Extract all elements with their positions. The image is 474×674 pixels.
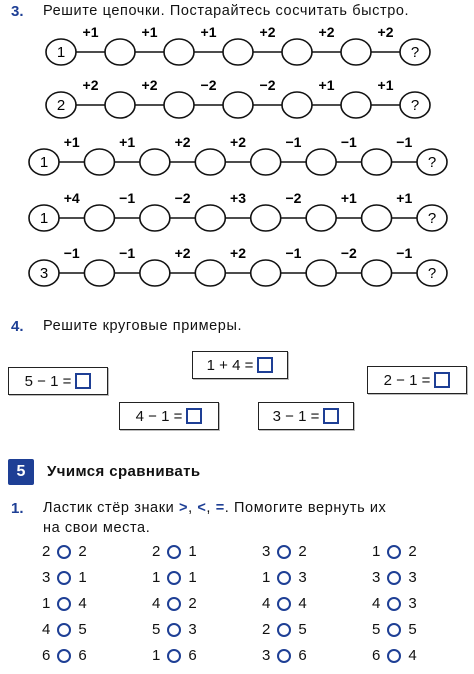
chain-operation: +1 (82, 24, 99, 40)
chain-empty-circle[interactable] (306, 205, 336, 231)
task4-text: Решите круговые примеры. (43, 318, 243, 334)
right-number: 3 (188, 621, 197, 638)
chain-operation: −1 (396, 134, 413, 150)
chain-operation: +1 (377, 77, 394, 93)
example-box (8, 367, 108, 395)
comparison-item (262, 569, 307, 586)
comparison-circle[interactable] (277, 597, 291, 611)
chain-operation: +2 (174, 245, 191, 261)
comparison-circle[interactable] (277, 649, 291, 663)
comparison-item (372, 621, 417, 638)
less-sign: < (197, 500, 207, 516)
comparison-item (152, 543, 197, 560)
comparison-item (262, 595, 307, 612)
comparison-item (42, 569, 87, 586)
chain-end-question: ? (427, 265, 437, 282)
left-number: 5 (152, 621, 161, 638)
left-number: 1 (262, 569, 271, 586)
chain-empty-circle[interactable] (140, 205, 170, 231)
chain-operation: −1 (285, 134, 302, 150)
left-number: 3 (42, 569, 51, 586)
right-number: 5 (298, 621, 307, 638)
left-number: 2 (152, 543, 161, 560)
answer-box[interactable] (434, 372, 450, 388)
comparison-item (152, 569, 197, 586)
chain-empty-circle[interactable] (195, 149, 225, 175)
chain-operation: −2 (285, 190, 302, 206)
chain-row (46, 24, 430, 65)
example-text: 5 − 1 = (24, 372, 72, 390)
chain-empty-circle[interactable] (164, 92, 194, 118)
left-number: 1 (372, 543, 381, 560)
comparison-circle[interactable] (387, 545, 401, 559)
chain-end-question: ? (427, 210, 437, 227)
answer-box[interactable] (257, 357, 273, 373)
greater-sign: > (179, 500, 189, 516)
right-number: 1 (78, 569, 87, 586)
left-number: 6 (42, 647, 51, 664)
chain-operation: +1 (396, 190, 413, 206)
answer-box[interactable] (323, 408, 339, 424)
left-number: 3 (262, 647, 271, 664)
chain-empty-circle[interactable] (105, 39, 135, 65)
comparison-circle[interactable] (167, 545, 181, 559)
chain-operation: +2 (230, 245, 246, 261)
comparison-item (42, 647, 87, 664)
comparison-circle[interactable] (57, 649, 71, 663)
left-number: 1 (152, 569, 161, 586)
left-number: 5 (372, 621, 381, 638)
chain-operation: +1 (200, 24, 217, 40)
chain-empty-circle[interactable] (251, 260, 281, 286)
right-number: 3 (408, 595, 417, 612)
comparison-circle[interactable] (167, 597, 181, 611)
comparison-circle[interactable] (167, 571, 181, 585)
comparison-circle[interactable] (277, 623, 291, 637)
chain-operation: −1 (119, 245, 136, 261)
right-number: 4 (78, 595, 87, 612)
chain-operation: +1 (318, 77, 335, 93)
chain-operation: −1 (119, 190, 136, 206)
chain-operation: +4 (63, 190, 80, 206)
example-box (119, 402, 219, 430)
comparison-item (262, 543, 307, 560)
chain-empty-circle[interactable] (341, 92, 371, 118)
chain-start-number: 2 (56, 97, 66, 114)
chain-empty-circle[interactable] (105, 92, 135, 118)
chain-operation: +2 (259, 24, 276, 40)
chain-operation: +1 (141, 24, 158, 40)
chain-empty-circle[interactable] (251, 205, 281, 231)
comparison-circle[interactable] (387, 649, 401, 663)
chain-empty-circle[interactable] (362, 149, 392, 175)
left-number: 1 (152, 647, 161, 664)
comparison-circle[interactable] (277, 571, 291, 585)
right-number: 2 (188, 595, 197, 612)
comparison-circle[interactable] (57, 623, 71, 637)
chain-start-number: 1 (39, 154, 49, 171)
section-title: Учимся сравнивать (47, 463, 201, 480)
task1-line1: Ластик стёр знаки >, <, =. Помогите вернуть их (43, 500, 387, 516)
chain-end-question: ? (410, 44, 420, 61)
chain-empty-circle[interactable] (362, 205, 392, 231)
chain-operation: +2 (230, 134, 246, 150)
example-text: 3 − 1 = (272, 407, 320, 425)
left-number: 2 (262, 621, 271, 638)
chain-operation: +2 (318, 24, 335, 40)
chain-empty-circle[interactable] (306, 149, 336, 175)
chain-operation: −2 (259, 77, 276, 93)
right-number: 2 (298, 543, 307, 560)
chain-operation: +3 (230, 190, 246, 206)
example-text: 1 + 4 = (206, 356, 254, 374)
chain-empty-circle[interactable] (251, 149, 281, 175)
right-number: 6 (298, 647, 307, 664)
comparison-circle[interactable] (57, 597, 71, 611)
chain-start-number: 1 (39, 210, 49, 227)
example-text: 2 − 1 = (383, 371, 431, 389)
chain-empty-circle[interactable] (341, 39, 371, 65)
comparison-circle[interactable] (167, 649, 181, 663)
chain-operation: −1 (396, 245, 413, 261)
chain-empty-circle[interactable] (306, 260, 336, 286)
chain-operation: −2 (340, 245, 357, 261)
chain-empty-circle[interactable] (164, 39, 194, 65)
task1-line2: на свои места. (43, 520, 151, 536)
comparison-item (152, 621, 197, 638)
chain-operation: +2 (141, 77, 158, 93)
chain-row (29, 134, 447, 175)
chain-end-question: ? (427, 154, 437, 171)
chain-empty-circle[interactable] (223, 39, 253, 65)
comparison-item (372, 647, 417, 664)
chain-operation: +2 (82, 77, 99, 93)
right-number: 4 (298, 595, 307, 612)
chain-start-number: 1 (56, 44, 66, 61)
right-number: 1 (188, 569, 197, 586)
chain-start-number: 3 (39, 265, 49, 282)
answer-box[interactable] (186, 408, 202, 424)
right-number: 6 (78, 647, 87, 664)
comparison-circle[interactable] (387, 597, 401, 611)
chain-row (29, 190, 447, 231)
comparison-item (152, 595, 197, 612)
task3-number: 3. (11, 3, 24, 20)
chain-operation: −1 (285, 245, 302, 261)
right-number: 5 (78, 621, 87, 638)
comparison-item (262, 647, 307, 664)
chain-operation: −1 (340, 134, 357, 150)
task1-number: 1. (11, 500, 24, 517)
chain-empty-circle[interactable] (140, 260, 170, 286)
comparison-circle[interactable] (387, 623, 401, 637)
comparison-circle[interactable] (57, 571, 71, 585)
chain-operation: −2 (174, 190, 191, 206)
chain-row (46, 77, 430, 118)
right-number: 5 (408, 621, 417, 638)
chain-empty-circle[interactable] (195, 260, 225, 286)
right-number: 6 (188, 647, 197, 664)
section-badge: 5 (8, 459, 34, 485)
comparison-circle[interactable] (277, 545, 291, 559)
left-number: 4 (42, 621, 51, 638)
right-number: 3 (408, 569, 417, 586)
example-box (258, 402, 354, 430)
chain-operation: −1 (63, 245, 80, 261)
left-number: 3 (262, 543, 271, 560)
left-number: 4 (262, 595, 271, 612)
chain-empty-circle[interactable] (84, 205, 114, 231)
right-number: 2 (408, 543, 417, 560)
task1-text-b: . Помогите вернуть их (224, 500, 387, 516)
right-number: 2 (78, 543, 87, 560)
chain-empty-circle[interactable] (223, 92, 253, 118)
chain-empty-circle[interactable] (362, 260, 392, 286)
comparison-item (372, 543, 417, 560)
comparison-item (372, 595, 417, 612)
right-number: 1 (188, 543, 197, 560)
comparison-circle[interactable] (387, 571, 401, 585)
left-number: 4 (372, 595, 381, 612)
chain-operation: +1 (119, 134, 136, 150)
chain-empty-circle[interactable] (84, 149, 114, 175)
left-number: 1 (42, 595, 51, 612)
chain-empty-circle[interactable] (84, 260, 114, 286)
chain-end-question: ? (410, 97, 420, 114)
example-box (192, 351, 288, 379)
comparison-item (42, 595, 87, 612)
left-number: 4 (152, 595, 161, 612)
comparison-item (42, 543, 87, 560)
chain-operation: +2 (174, 134, 191, 150)
comparison-item (152, 647, 197, 664)
comparison-item (372, 569, 417, 586)
right-number: 3 (298, 569, 307, 586)
example-text: 4 − 1 = (135, 407, 183, 425)
task4-number: 4. (11, 318, 24, 335)
equal-sign: = (215, 500, 225, 516)
comparison-item (262, 621, 307, 638)
right-number: 4 (408, 647, 417, 664)
comparison-circle[interactable] (57, 545, 71, 559)
task3-text: Решите цепочки. Постарайтесь сосчитать быстро. (43, 3, 410, 19)
left-number: 2 (42, 543, 51, 560)
example-box (367, 366, 467, 394)
chain-operation: +1 (63, 134, 80, 150)
chain-empty-circle[interactable] (282, 92, 312, 118)
chain-operation: +2 (377, 24, 394, 40)
comparison-item (42, 621, 87, 638)
chain-operation: +1 (340, 190, 357, 206)
chain-operation: −2 (200, 77, 217, 93)
chain-empty-circle[interactable] (195, 205, 225, 231)
left-number: 3 (372, 569, 381, 586)
answer-box[interactable] (75, 373, 91, 389)
task1-text-a: Ластик стёр знаки (43, 500, 175, 516)
comparison-circle[interactable] (167, 623, 181, 637)
chain-empty-circle[interactable] (140, 149, 170, 175)
chains-svg (0, 0, 474, 300)
chain-row (29, 245, 447, 286)
left-number: 6 (372, 647, 381, 664)
chain-empty-circle[interactable] (282, 39, 312, 65)
